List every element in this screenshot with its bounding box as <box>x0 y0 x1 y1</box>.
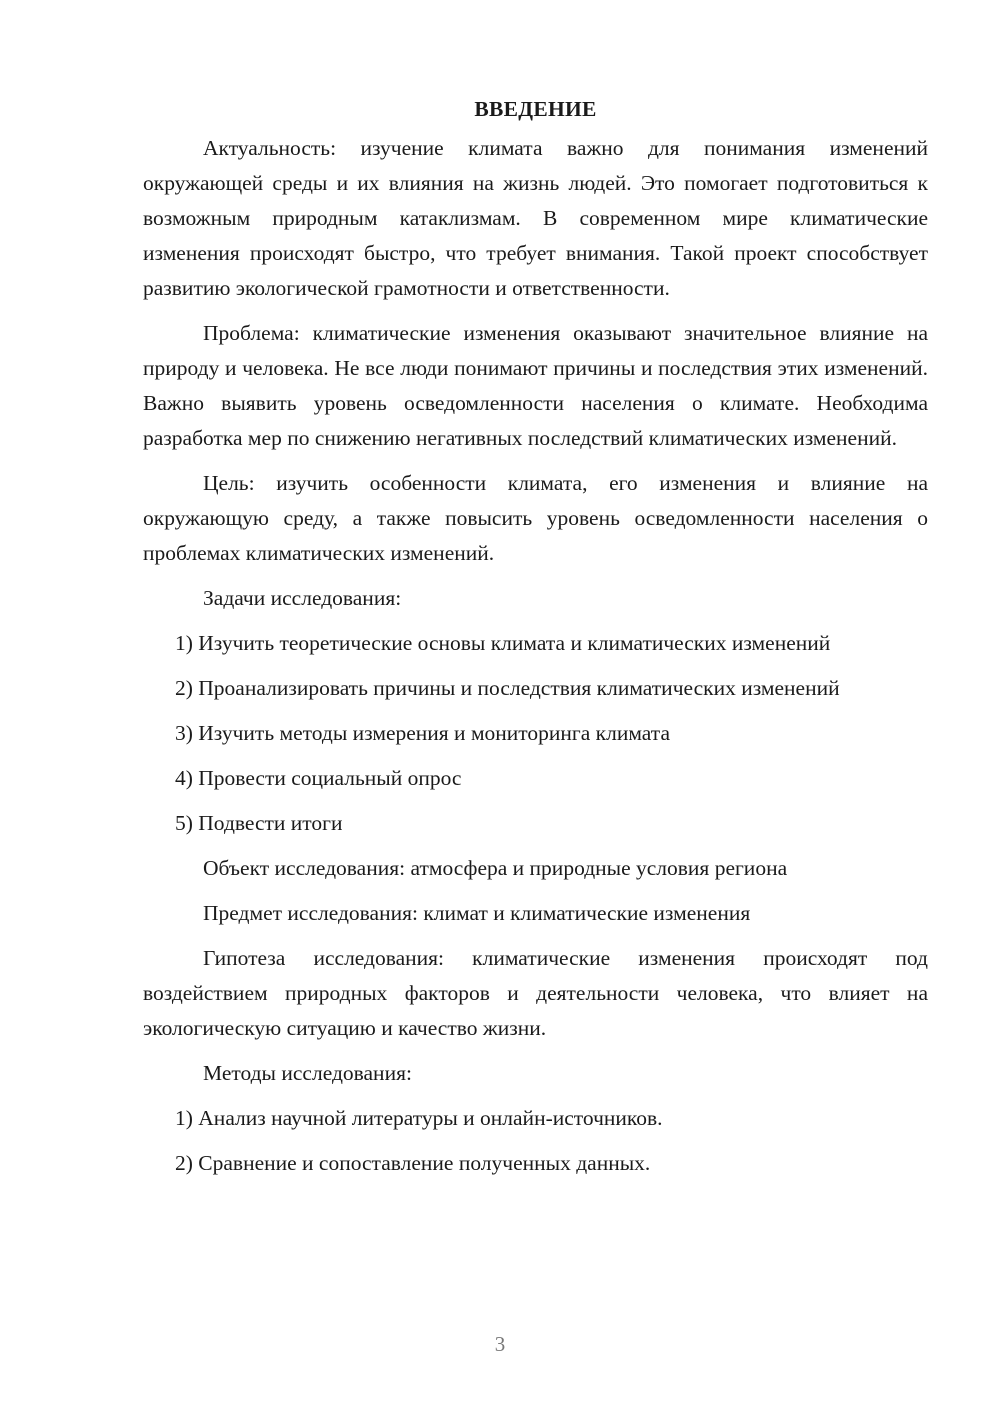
page-number: 3 <box>494 1332 506 1356</box>
subject-line: Предмет исследования: климат и климатические изменения <box>203 901 751 925</box>
relevance-paragraph: Актуальность: изучение климата важно для понимания изменений окружающей среды и их влияния на жизнь людей. Это помогает подготовиться к возможным природным катаклизмам. В современном мире климатические изменения происходят быстро, что требует внимания. Такой проект способствует развитию экологической грамотности и ответственности. <box>143 136 928 300</box>
page-title: ВВЕДЕНИЕ <box>474 97 597 121</box>
methods-label: Методы исследования: <box>203 1061 412 1085</box>
document-page <box>143 92 928 1181</box>
task-item-4: 4) Провести социальный опрос <box>175 766 462 790</box>
tasks-label: Задачи исследования: <box>203 586 402 610</box>
method-item-1: 1) Анализ научной литературы и онлайн-источников. <box>175 1106 663 1130</box>
hypothesis-paragraph: Гипотеза исследования: климатические изменения происходят под воздействием природных факторов и деятельности человека, что влияет на экологическую ситуацию и качество жизни. <box>143 946 928 1040</box>
problem-paragraph: Проблема: климатические изменения оказывают значительное влияние на природу и человека. Не все люди понимают причины и последствия этих изменений. Важно выявить уровень осведомленности населения о климате. Необходима разработка мер по снижению негативных последствий климатических изменений. <box>143 321 928 450</box>
task-item-3: 3) Изучить методы измерения и мониторинга климата <box>175 721 670 745</box>
task-item-2: 2) Проанализировать причины и последствия климатических изменений <box>175 676 840 700</box>
task-item-5: 5) Подвести итоги <box>175 811 343 835</box>
method-item-2: 2) Сравнение и сопоставление полученных данных. <box>175 1151 651 1175</box>
task-item-1: 1) Изучить теоретические основы климата и климатических изменений <box>175 631 831 655</box>
object-line: Объект исследования: атмосфера и природные условия региона <box>203 856 788 880</box>
goal-paragraph: Цель: изучить особенности климата, его изменения и влияние на окружающую среду, а также повысить уровень осведомленности населения о проблемах климатических изменений. <box>143 471 928 565</box>
